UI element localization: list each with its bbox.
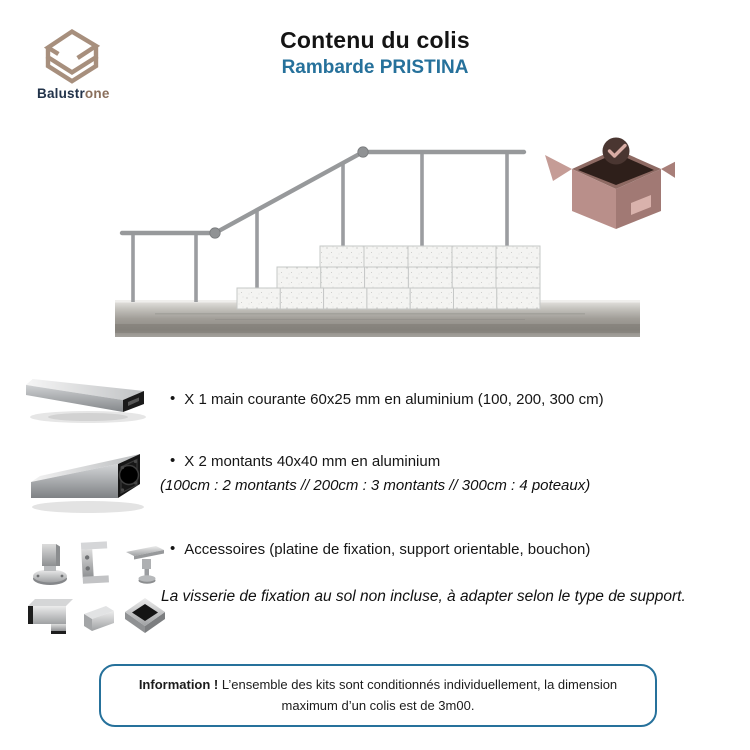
bullet: • <box>170 390 176 407</box>
brand-name <box>37 86 110 101</box>
bracket-part <box>81 541 109 583</box>
bullet: • <box>170 540 176 557</box>
information-label: Information ! <box>138 677 219 693</box>
end-cap-part <box>84 606 114 631</box>
handrail-stairs-illustration <box>95 125 675 340</box>
item-note-posts: (100cm : 2 montants // 200cm : 3 montants // 300cm : 4 poteaux) <box>160 477 591 494</box>
information-text: Information ! L’ensemble des kits sont conditionnés individuellement, la dimension maximum d’un colis est de 3m00. <box>138 677 618 713</box>
handrail <box>122 147 524 238</box>
page-title: Contenu du colis <box>280 27 470 53</box>
base-plate-part <box>33 544 67 585</box>
item-text-accessories: • Accessoires (platine de fixation, support orientable, bouchon) <box>170 540 591 558</box>
corner-elbow-part <box>28 599 73 634</box>
information-box <box>99 664 657 727</box>
square-cap-part <box>125 598 165 633</box>
accessories-image <box>18 536 170 640</box>
package-check-icon <box>545 138 675 230</box>
item-text-handrail: • X 1 main courante 60x25 mm en aluminium (100, 200, 300 cm) <box>170 390 604 408</box>
bullet: • <box>170 452 176 469</box>
post-40x40-image <box>24 440 159 518</box>
item-text-posts: • X 2 montants 40x40 mm en aluminium <box>170 452 441 470</box>
brand-name-secondary: one <box>84 86 110 101</box>
item-note-accessories: La visserie de fixation au sol non incluse, à adapter selon le type de support. <box>161 588 686 605</box>
page-subtitle: Rambarde PRISTINA <box>281 57 469 78</box>
brand-name-primary: Balustr <box>37 86 85 101</box>
handrail-60x25-image <box>22 366 162 428</box>
concrete-block-steps <box>237 246 540 309</box>
adjustable-support-part <box>126 546 164 584</box>
